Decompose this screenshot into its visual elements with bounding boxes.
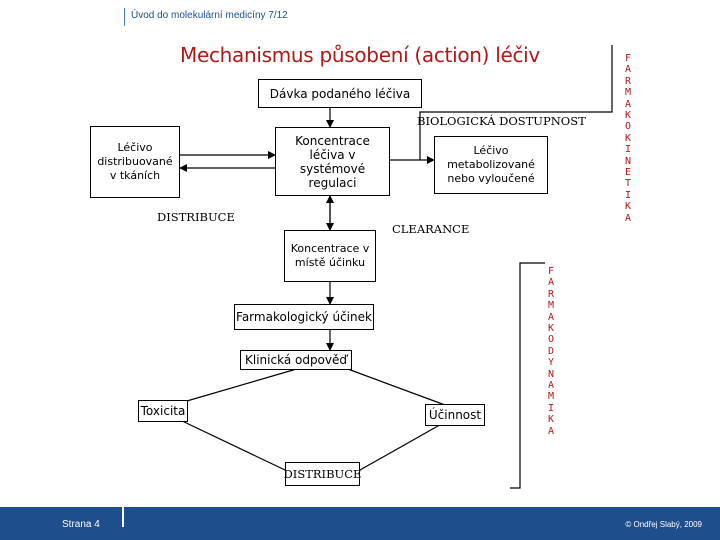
dose-label: Dávka podaného léčiva [269, 86, 411, 101]
clinical-response-label: Klinická odpověď [245, 353, 347, 367]
efficacy-box [425, 404, 485, 426]
line-clinical-to-toxicity [180, 368, 300, 403]
distribution-label-top: DISTRIBUCE [157, 210, 235, 224]
site-concentration-label: Koncentrace v místě účinku [290, 242, 370, 269]
metabolized-box [434, 136, 548, 194]
clinical-response-box [240, 350, 352, 370]
tissue-distribution-label: Léčivo distribuované v tkáních [97, 141, 173, 182]
connector-pharmacodynamics [510, 263, 545, 488]
page-number: Strana 4 [62, 519, 100, 530]
distribution-box-bottom [285, 462, 360, 486]
systemic-concentration-label: Koncentrace léčiva v systémové regulaci [295, 133, 370, 190]
tissue-distribution-box [90, 126, 180, 198]
systemic-concentration-box [275, 127, 390, 196]
line-clinical-to-efficacy [345, 368, 445, 405]
line-efficacy-to-distribution [360, 422, 445, 470]
line-toxicity-to-distribution [180, 420, 285, 470]
pharmacodynamics-vertical-label: FARMAKODYNAMIKA [547, 266, 555, 437]
copyright-text: © Ondřej Slabý, 2009 [625, 520, 702, 529]
metabolized-label: Léčivo metabolizované nebo vyloučené [447, 144, 535, 185]
footer-bar [0, 507, 720, 540]
pharmacological-effect-label: Farmakologický účinek [236, 310, 372, 324]
slide-title: Mechanismus působení (action) léčiv [180, 43, 540, 67]
distribution-label-bottom: DISTRIBUCE [283, 467, 362, 481]
efficacy-label: Účinnost [428, 408, 482, 422]
footer-divider [122, 507, 124, 527]
bioavailability-label: BIOLOGICKÁ DOSTUPNOST [417, 114, 586, 128]
toxicity-label: Toxicita [140, 404, 186, 418]
course-header: Úvod do molekulární medicíny 7/12 [131, 10, 288, 21]
clearance-label: CLEARANCE [392, 222, 470, 236]
site-concentration-box [284, 230, 376, 282]
dose-box [258, 79, 422, 108]
pharmacokinetics-vertical-label: FARMAKOKINETIKA [624, 53, 632, 224]
toxicity-box [138, 400, 188, 422]
pharmacological-effect-box [234, 304, 374, 330]
